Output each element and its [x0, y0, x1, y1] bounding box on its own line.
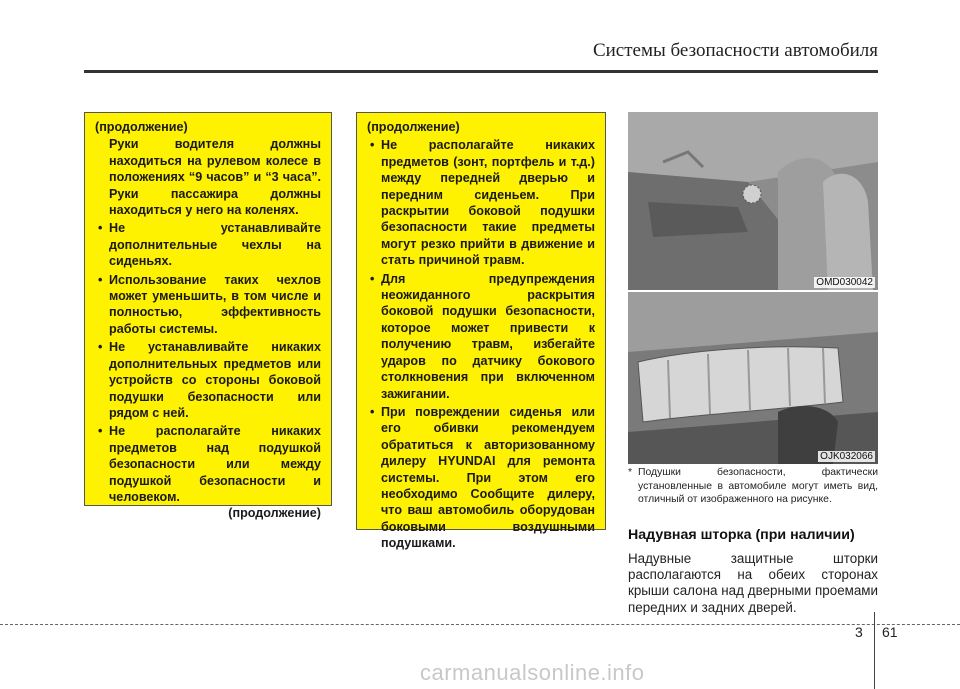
photo-side-airbag	[628, 112, 878, 290]
continued-label-top: (продолжение)	[367, 120, 460, 134]
figure-code: OJK032066	[820, 451, 873, 462]
figure-code: OMD030042	[816, 277, 873, 288]
bullet-icon: •	[370, 404, 375, 419]
continued-label-top: (продолжение)	[95, 120, 188, 134]
photo-curtain-airbag	[628, 290, 878, 464]
bullet-icon: •	[98, 221, 103, 236]
header-rule	[84, 70, 878, 73]
continued-label-bottom: (продолжение)	[228, 506, 321, 521]
bullet-icon: •	[370, 138, 375, 153]
asterisk: *	[628, 467, 633, 478]
warning-item: • Не устанавливайте дополнительные чехлы на сиденьях.	[98, 221, 321, 269]
figure-caption	[628, 466, 878, 507]
warning-intro: Руки водителя должны находиться на рулевом колесе в положениях “9 часов” и “3 часа”. Руки пассажира должны находиться у него на коленях.	[109, 137, 321, 218]
bullet-icon: •	[370, 271, 375, 286]
warning-item: • Использование таких чехлов может уменьшить, в том числе и полностью, эффективность работы системы.	[98, 272, 321, 336]
warning-item: • Не располагайте никаких предметов над подушкой безопасности или между подушкой безопасности и человеком.	[98, 424, 321, 504]
warning-item: • Не устанавливайте никаких дополнительных предметов или устройств со стороны боковой подушки безопасности или рядом с ней.	[98, 340, 321, 420]
chapter-number: 3	[855, 624, 863, 640]
warning-item: • Не располагайте никаких предметов (зонт, портфель и т.д.) между передней дверью и передним сиденьем. При раскрытии боковой подушки безопасности такие предметы могут резко прийти в движение и стать причиной травм.	[370, 138, 595, 268]
footer-dashed-line	[0, 624, 960, 625]
warning-list	[95, 220, 321, 505]
car-interior-illustration	[628, 112, 878, 290]
running-header-title: Системы безопасности автомобиля	[592, 40, 878, 61]
warning-box-left	[84, 112, 332, 521]
curtain-airbag-illustration	[628, 292, 878, 464]
bullet-icon: •	[98, 424, 103, 439]
warning-item: • При повреждении сиденья или его обивки рекомендуем обратиться к авторизованному дилеру HYUNDAI для ремонта системы. При этом его необходимо Сообщите дилеру, что ваш автомобиль оборудован боковыми воздушными подушками.	[370, 404, 595, 551]
warning-box-middle	[356, 112, 606, 551]
section-paragraph: Надувные защитные шторки располагаются на обеих сторонах крыши салона над дверными проемами передних и задних дверей.	[628, 551, 878, 615]
warning-list	[367, 137, 595, 551]
warning-item: • Для предупреждения неожиданного раскрытия боковой подушки безопасности, которое может привести к получению травм, избегайте ударов по датчику бокового столкновения при включенном зажигании.	[370, 271, 595, 401]
page-number: 61	[882, 624, 898, 640]
bullet-icon: •	[98, 340, 103, 355]
bullet-icon: •	[98, 272, 103, 287]
section-heading: Надувная шторка (при наличии)	[628, 527, 855, 543]
caption-text: Подушки безопасности, фактически установленные в автомобиле могут иметь вид, отличный от изображенного на рисунке.	[638, 467, 878, 505]
crop-mark	[874, 612, 875, 689]
watermark: carmanualsonline.info	[420, 660, 645, 685]
